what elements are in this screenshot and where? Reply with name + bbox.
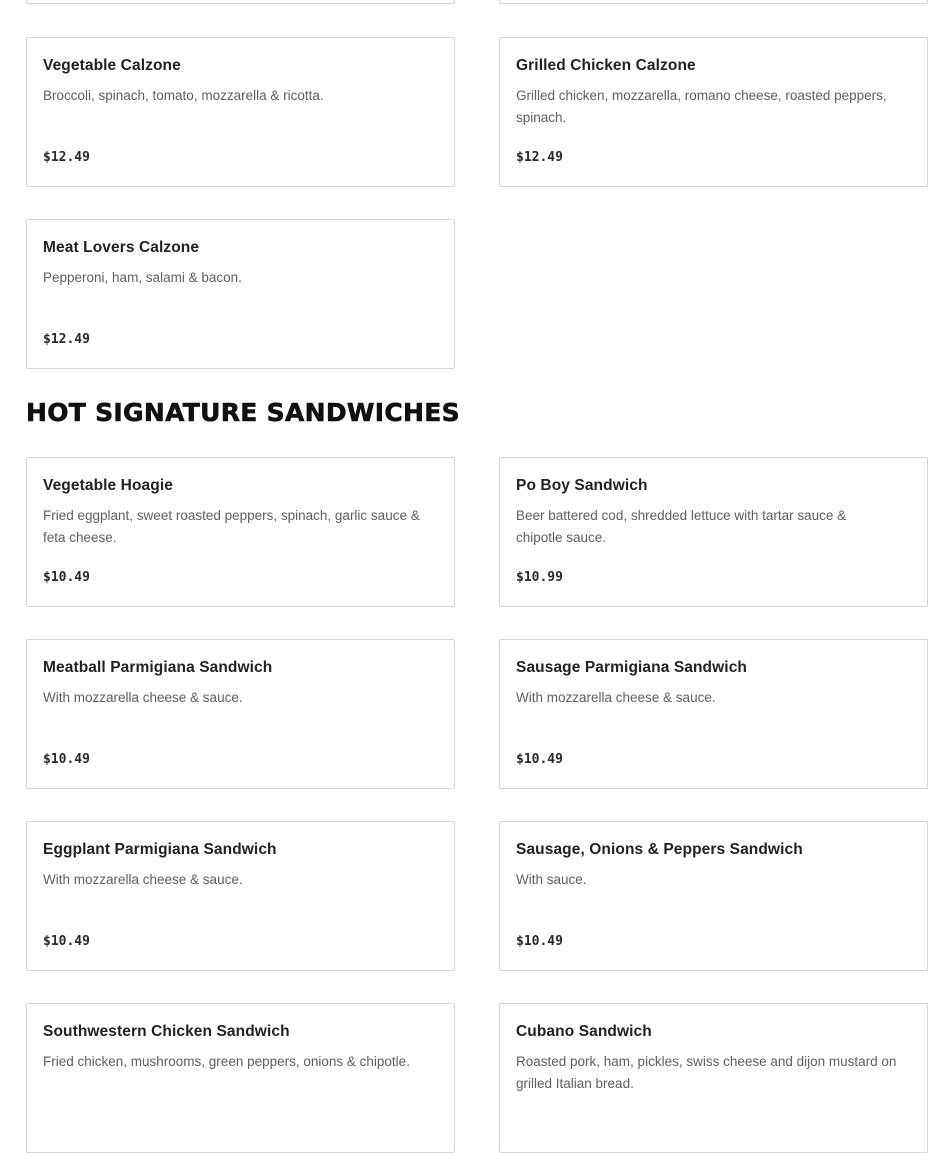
menu-item-name: Meatball Parmigiana Sandwich xyxy=(43,659,273,676)
menu-item-name: Sausage, Onions & Peppers Sandwich xyxy=(516,841,803,858)
menu-item-card-eggplant-parmigiana-sandwich[interactable] xyxy=(26,821,455,971)
menu-item-description: Roasted pork, ham, pickles, swiss cheese and dijon mustard on grilled Italian bread. xyxy=(516,1054,897,1091)
menu-item-price: $12.49 xyxy=(516,150,563,165)
menu-item-name: Vegetable Calzone xyxy=(43,57,181,74)
menu-item-card-meatball-parmigiana-sandwich[interactable] xyxy=(26,639,455,789)
menu-item-name: Southwestern Chicken Sandwich xyxy=(43,1023,290,1040)
menu-item-name: Meat Lovers Calzone xyxy=(43,239,200,256)
menu-item-price: $10.99 xyxy=(516,570,563,585)
menu-item-description: Beer battered cod, shredded lettuce with tartar sauce & chipotle sauce. xyxy=(516,508,847,545)
menu-item-name: Grilled Chicken Calzone xyxy=(516,57,696,74)
menu-item-description: With sauce. xyxy=(516,872,587,887)
section-title-hot-signature-sandwiches: HOT SIGNATURE SANDWICHES xyxy=(26,398,460,427)
menu-item-card-po-boy-sandwich[interactable] xyxy=(499,457,928,607)
menu-item-name: Vegetable Hoagie xyxy=(43,477,173,494)
menu-item-card-vegetable-hoagie[interactable] xyxy=(26,457,455,607)
menu-item-description: Broccoli, spinach, tomato, mozzarella & ricotta. xyxy=(43,88,324,103)
menu-item-card-vegetable-calzone[interactable] xyxy=(26,37,455,187)
menu-item-description: With mozzarella cheese & sauce. xyxy=(43,690,243,705)
menu-item-card-grilled-chicken-calzone[interactable] xyxy=(499,37,928,187)
menu-item-price: $10.49 xyxy=(43,570,90,585)
menu-item-description: Fried eggplant, sweet roasted peppers, spinach, garlic sauce & feta cheese. xyxy=(43,508,420,545)
menu-item-card[interactable] xyxy=(499,0,928,4)
menu-item-price: $10.49 xyxy=(43,752,90,767)
menu-item-name: Sausage Parmigiana Sandwich xyxy=(516,659,747,676)
menu-item-card-southwestern-chicken-sandwich[interactable] xyxy=(26,1003,455,1153)
menu-item-price: $10.49 xyxy=(516,934,563,949)
menu-item-description: With mozzarella cheese & sauce. xyxy=(516,690,716,705)
menu-item-description: Grilled chicken, mozzarella, romano cheese, roasted peppers, spinach. xyxy=(516,88,887,125)
menu-item-name: Po Boy Sandwich xyxy=(516,477,648,494)
menu-item-card[interactable] xyxy=(26,0,455,4)
menu-item-card-cubano-sandwich[interactable] xyxy=(499,1003,928,1153)
menu-item-price: $10.49 xyxy=(43,934,90,949)
menu-item-card-meat-lovers-calzone[interactable] xyxy=(26,219,455,369)
menu-item-price: $12.49 xyxy=(43,150,90,165)
menu-item-price: $10.49 xyxy=(516,752,563,767)
menu-item-name: Eggplant Parmigiana Sandwich xyxy=(43,841,277,858)
menu-item-price: $12.49 xyxy=(43,332,90,347)
menu-item-name: Cubano Sandwich xyxy=(516,1023,652,1040)
menu-item-description: With mozzarella cheese & sauce. xyxy=(43,872,243,887)
menu-item-card-sausage-onions-peppers-sandwich[interactable] xyxy=(499,821,928,971)
menu-item-description: Pepperoni, ham, salami & bacon. xyxy=(43,270,242,285)
menu-item-description: Fried chicken, mushrooms, green peppers, onions & chipotle. xyxy=(43,1054,410,1069)
menu-item-card-sausage-parmigiana-sandwich[interactable] xyxy=(499,639,928,789)
